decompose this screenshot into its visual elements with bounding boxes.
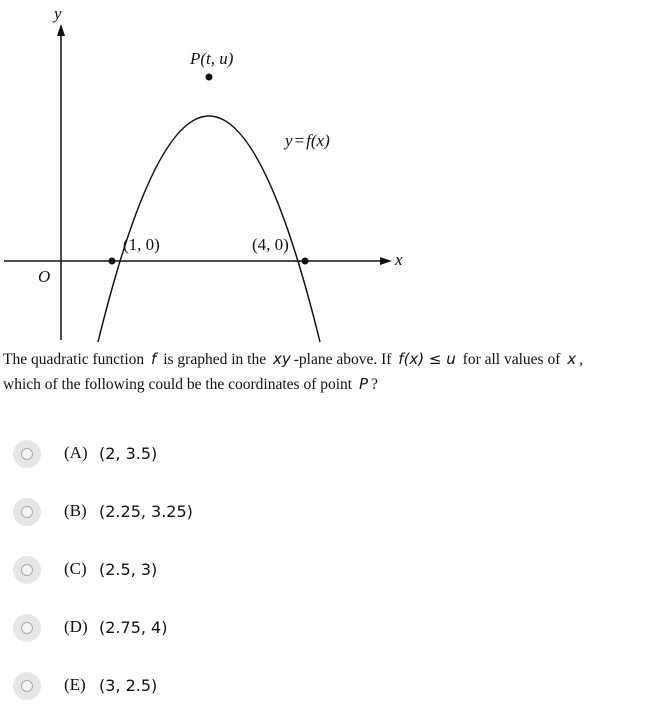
radio-dot-icon: [21, 448, 33, 460]
radio-button-a[interactable]: [13, 440, 41, 468]
curve-label-fx: f(x): [306, 131, 330, 150]
radio-dot-icon: [21, 622, 33, 634]
math-inequality: f(x) ≤ u: [398, 350, 456, 368]
question-part4: for all values of: [462, 351, 561, 368]
choice-value: (3, 2.5): [99, 676, 158, 695]
choice-value: (2.75, 4): [99, 618, 168, 637]
question-part5: ,: [579, 351, 583, 368]
y-axis-label: y: [54, 4, 62, 23]
radio-button-d[interactable]: [13, 614, 41, 642]
curve-label-equals: =: [294, 131, 305, 150]
y-axis-arrow: [57, 24, 65, 36]
choice-a[interactable]: [0, 434, 656, 474]
root-point-1: [109, 258, 116, 265]
choice-letter: (D): [64, 617, 88, 636]
origin-label: O: [38, 267, 51, 286]
choice-letter: (B): [64, 501, 87, 520]
choice-value: (2, 3.5): [99, 444, 158, 463]
radio-dot-icon: [21, 680, 33, 692]
root-point-2: [302, 258, 309, 265]
choice-value: (2.5, 3): [99, 560, 158, 579]
radio-button-c[interactable]: [13, 556, 41, 584]
math-p: P: [358, 375, 369, 393]
question-part3: -plane above. If: [293, 351, 392, 368]
radio-button-e[interactable]: [13, 672, 41, 700]
choice-letter: (A): [64, 443, 88, 462]
vertex-point: [206, 74, 213, 81]
choice-value: (2.25, 3.25): [99, 502, 193, 521]
radio-dot-icon: [21, 506, 33, 518]
question-text: [3, 347, 653, 397]
root2-label: (4, 0): [252, 235, 289, 254]
choice-e[interactable]: [0, 666, 656, 706]
math-xy: xy: [272, 350, 291, 368]
choice-b[interactable]: [0, 492, 656, 532]
math-f: f: [151, 350, 157, 368]
choice-letter: (C): [64, 559, 87, 578]
radio-button-b[interactable]: [13, 498, 41, 526]
question-part7: ?: [371, 376, 378, 393]
vertex-label-coords: (t, u): [200, 49, 234, 68]
root1-label: (1, 0): [123, 235, 160, 254]
choice-d[interactable]: [0, 608, 656, 648]
math-x: x: [567, 350, 577, 368]
choice-c[interactable]: [0, 550, 656, 590]
question-part6: which of the following could be the coordinates of point: [3, 376, 353, 393]
curve-label: [283, 131, 330, 150]
vertex-label-p: P: [190, 49, 201, 68]
x-axis-arrow: [380, 257, 392, 265]
choice-letter: (E): [64, 675, 86, 694]
vertex-label: [189, 49, 234, 68]
question-part1: The quadratic function: [3, 351, 145, 368]
x-axis-label: x: [395, 250, 403, 269]
curve-label-y: y: [285, 131, 293, 150]
parabola-graph: [0, 0, 656, 345]
radio-dot-icon: [21, 564, 33, 576]
question-part2: is graphed in the: [163, 351, 267, 368]
